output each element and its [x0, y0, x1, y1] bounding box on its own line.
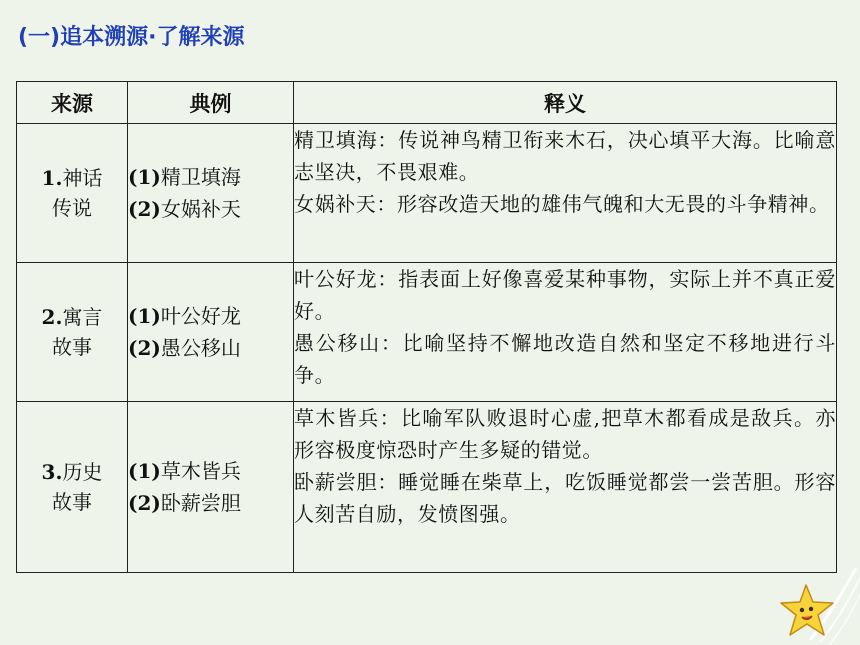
example-idiom: 精卫填海: [160, 165, 241, 189]
source-cell: [17, 402, 128, 573]
example-number: (1): [128, 304, 161, 328]
source-line2: 故事: [52, 335, 92, 359]
definition-text: 精卫填海：传说神鸟精卫衔来木石，决心填平大海。比喻意志坚决，不畏艰难。: [294, 128, 836, 184]
source-cell: [17, 124, 128, 263]
example-idiom: 草木皆兵: [160, 459, 241, 483]
source-line1: 历史: [62, 460, 103, 484]
definition-cell: [294, 124, 837, 263]
definition-cell: [294, 402, 837, 573]
section-heading: (一)追本溯源·了解来源: [18, 25, 245, 50]
example-cell: [128, 124, 294, 263]
definition-text: 叶公好龙：指表面上好像喜爱某种事物，实际上并不真正爱好。: [294, 267, 836, 323]
header-example: 典例: [128, 82, 294, 124]
source-number: 1.: [41, 166, 63, 190]
example-idiom: 女娲补天: [160, 197, 241, 221]
example-number: (2): [128, 491, 161, 515]
example-cell: [128, 402, 294, 573]
example-number: (1): [128, 165, 161, 189]
header-definition: 释义: [294, 82, 837, 124]
source-line2: 故事: [52, 490, 92, 514]
star-mascot-icon: [778, 582, 838, 640]
example-idiom: 卧薪尝胆: [160, 491, 241, 515]
source-number: 3.: [41, 460, 63, 484]
example-number: (2): [128, 336, 161, 360]
table-row: [17, 402, 837, 573]
example-idiom: 愚公移山: [160, 336, 241, 360]
example-number: (1): [128, 459, 161, 483]
definition-cell: [294, 263, 837, 402]
table-row: [17, 124, 837, 263]
table-header-row: [17, 82, 837, 124]
source-line1: 寓言: [62, 305, 103, 329]
header-source: 来源: [17, 82, 128, 124]
example-number: (2): [128, 197, 161, 221]
example-cell: [128, 263, 294, 402]
source-number: 2.: [41, 305, 63, 329]
source-cell: [17, 263, 128, 402]
definition-text: 草木皆兵：比喻军队败退时心虚,把草木都看成是敌兵。亦形容极度惊恐时产生多疑的错觉。: [294, 406, 836, 462]
idiom-source-table: [16, 81, 837, 573]
source-line1: 神话: [62, 166, 103, 190]
table-row: [17, 263, 837, 402]
definition-text: 愚公移山：比喻坚持不懈地改造自然和坚定不移地进行斗争。: [294, 331, 836, 387]
example-idiom: 叶公好龙: [160, 304, 241, 328]
definition-text: 女娲补天：形容改造天地的雄伟气魄和大无畏的斗争精神。: [294, 192, 830, 216]
definition-text: 卧薪尝胆：睡觉睡在柴草上，吃饭睡觉都尝一尝苦胆。形容人刻苦自励，发愤图强。: [294, 470, 836, 526]
source-line2: 传说: [52, 196, 92, 220]
